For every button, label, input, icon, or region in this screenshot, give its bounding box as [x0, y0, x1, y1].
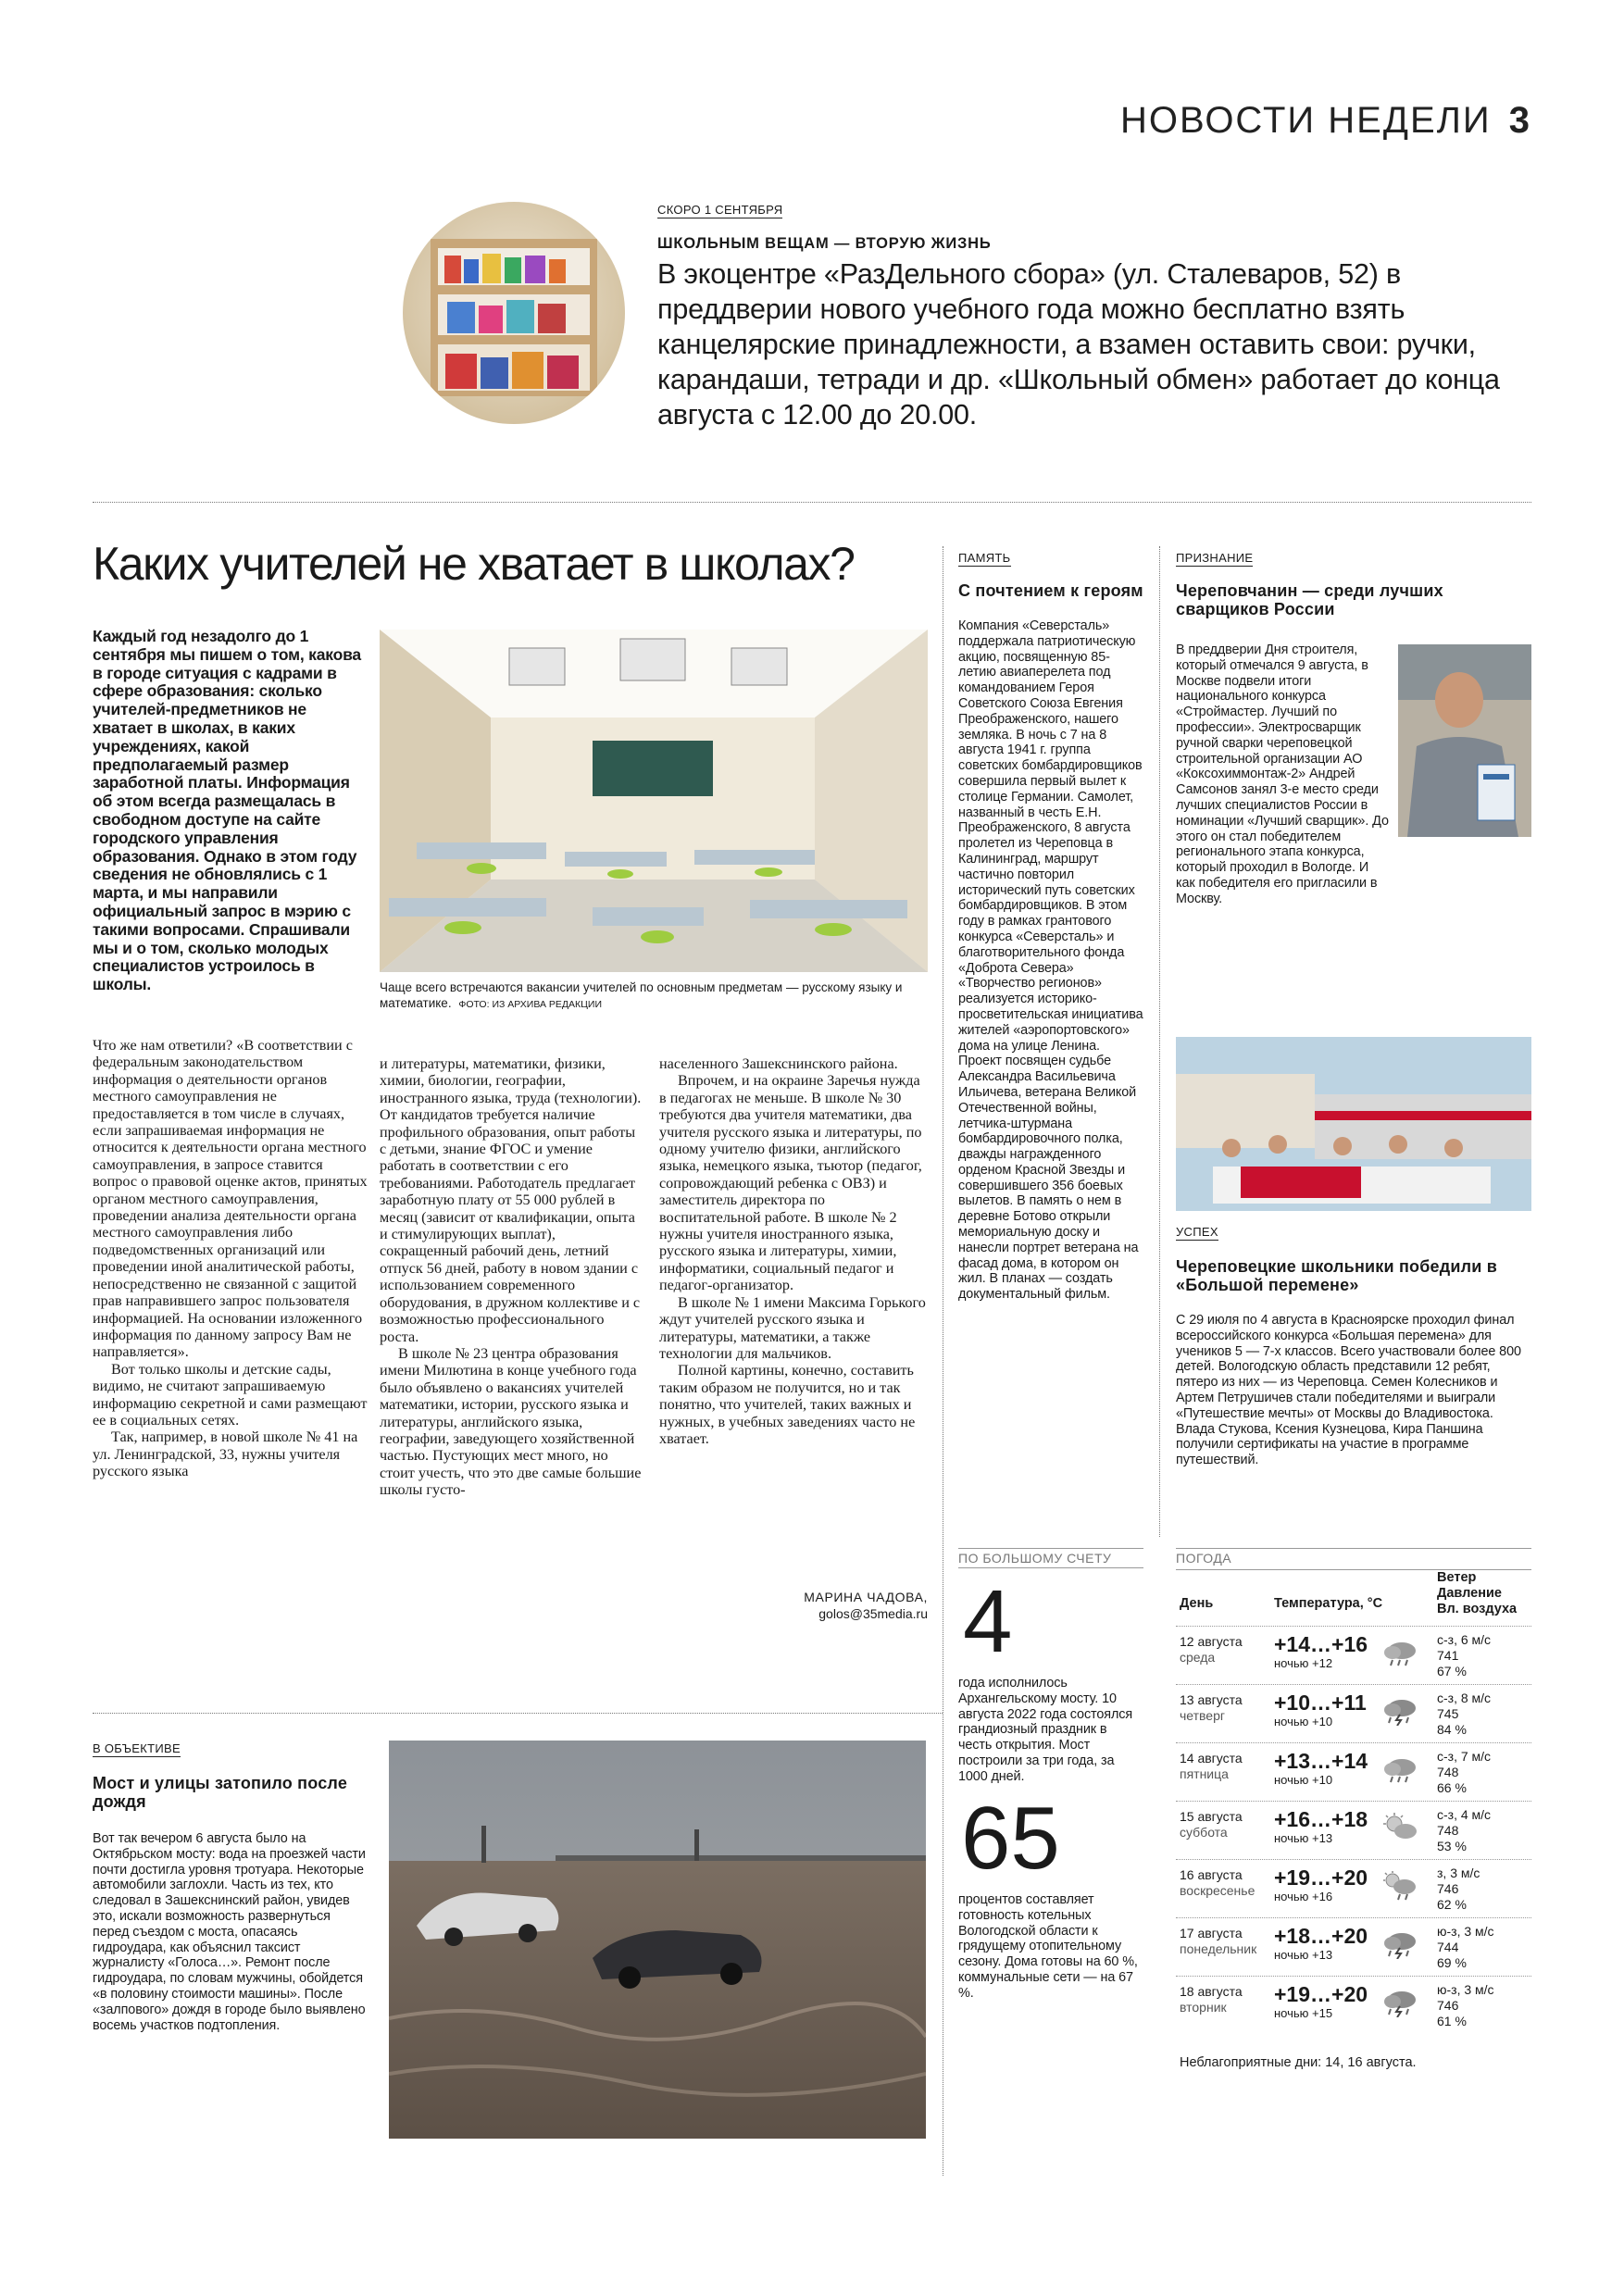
author-email: golos@35media.ru [818, 1606, 928, 1621]
weather-day-temp: +16…+18 [1274, 1807, 1368, 1831]
paragraph: и литературы, математики, физики, химии, биологии, географии, иностранного языка, труда (технологии). От кандидатов требуется наличие профильного образования, опыт работы с детьми, знание ФГОС и умение работать в соответствии с его требованиями. Работодатель предлагает заработную плату от 55 000 рублей в месяц (зависит от квалификации, опыта и стимулирующих выплат), сокращенный рабочий день, летний отпуск 56 дней, работу в новом здании с использованием современного оборудования, в дружном коллективе и с возможностью профессионального роста. [380, 1055, 642, 1345]
weather-date [1180, 1926, 1256, 1957]
weather-row [1176, 1801, 1531, 1857]
weather-humidity: 53 % [1437, 1839, 1467, 1853]
weather-wind: ю-з, 3 м/с [1437, 1982, 1494, 1997]
weather-row [1176, 1917, 1531, 1974]
weather-col-day: День [1180, 1596, 1214, 1611]
objective-text: Вот так вечером 6 августа было на Октябрьском мосту: вода на проезжей части почти достигла уровня тротуара. Некоторые автомобили заглохли. Часть из тех, кто следовал в Зашекснинский район, увидев это, искали возможность развернуться перед съездом с моста, опасаясь гидроудара, как объяснил таксист журналисту «Голоса…». Ремонт после гидроудара, по словам мужчины, обойдется «в половину стоимости машины». После «залпового» дождя в городе было выявлено восемь участков подтопления. [93, 1831, 366, 2033]
weather-weekday: пятница [1180, 1766, 1229, 1781]
main-article-col3 [659, 1055, 928, 1447]
col-humidity: Вл. воздуха [1437, 1602, 1518, 1616]
weather-date-value: 16 августа [1180, 1867, 1243, 1882]
weather-night-temp: ночью +10 [1274, 1773, 1333, 1787]
paragraph: Впрочем, и на окраине Заречья нужда в педагогах не меньше. В школе № 30 требуются два учителя математики, два учителя русского языка и литературы, по одному учителю физики, английского языка, немецкого языка, тьютор (педагог, сопровождающий ребенка с ОВЗ) и заместитель директора по воспитательной работе. В школе № 2 нужны учителя иностранного языка, русского языка и литературы, химии, информатики, социальный педагог и педагог-организатор. [659, 1072, 922, 1294]
weather-pressure: 746 [1437, 1998, 1459, 2013]
memory-text: Компания «Северсталь» поддержала патриотическую акцию, посвященную 85-летию авиаперелета под командованием Героя Советского Союза Евгения Преображенского, нашего земляка. В ночь с 7 на 8 августа 1941 г. группа советских бомбардировщиков совершила первый вылет к столице Германии. Самолет, названный в честь Е.Н. Преображенского, 8 августа пролетел из Череповца в Калининград, маршрут частично повторил исторический путь советских бомбардировщиков. В этом году в рамках грантового конкурса «Северсталь» и благотворительного фонда «Доброта Севера» «Творчество регионов» реализуется историко-просветительская инициатива жителей «аэропортовского» дома на улице Ленина. Проект посвящен судьбе Александра Васильевича Ильичева, ветерана Великой Отечественной войны, летчика-штурмана бомбардировочного полка, дважды награжденного орденом Красной Звезды и совершившего 356 боевых вылетов. В память о нем в деревне Ботово открыли мемориальную доску и нанесли портрет ветерана на фасад дома, в котором он жил. В планах — создать документальный фильм. [958, 618, 1143, 1303]
objective-story [93, 1741, 370, 2033]
weather-meta [1437, 1807, 1491, 1854]
main-article-title: Каких учителей не хватает в школах? [93, 538, 855, 590]
memory-story [958, 550, 1143, 1303]
classroom-photo [380, 630, 928, 972]
paragraph: Полной картины, конечно, составить таким образом не получится, но и так понятно, что учителей, таких важных и нужных, в учебных заведениях часто не хватает. [659, 1362, 916, 1447]
classroom-caption [380, 980, 928, 1013]
weather-date [1180, 1692, 1243, 1724]
weather-row [1176, 1976, 1531, 2032]
memory-rubric: ПАМЯТЬ [958, 551, 1011, 565]
weather-day-temp: +18…+20 [1274, 1924, 1368, 1948]
welder-photo [1398, 644, 1531, 837]
divider-col-right [1159, 546, 1160, 1537]
weather-wind: з, 3 м/с [1437, 1866, 1480, 1880]
weather-meta [1437, 1749, 1491, 1796]
cloud-rain-icon [1381, 1754, 1418, 1784]
weather-pressure: 746 [1437, 1881, 1459, 1896]
paragraph: Что же нам ответили? «В соответствии с федеральным законодательством информация о деятельности органов местного самоуправления не предоставляется в том числе в случаях, если запрашиваемая информация не относится к деятельности органа местного самоуправления, в запросе ставится вопрос о правовой оценке актов, принятых органом местного самоуправления, проведении анализа деятельности органа местного самоуправления либо подведомственных организаций или проведении иной аналитической работы, непосредственно не связанной с защитой прав направившего запрос пользователя информацией. На основании изложенного информация по данному запросу Вам не направляется». [93, 1037, 368, 1361]
weather-pressure: 744 [1437, 1940, 1459, 1954]
weather-pressure: 748 [1437, 1823, 1459, 1838]
weather-date-value: 13 августа [1180, 1692, 1243, 1707]
weather-weekday: суббота [1180, 1825, 1228, 1840]
weather-weekday: среда [1180, 1650, 1216, 1665]
success-text: С 29 июля по 4 августа в Красноярске проходил финал всероссийского конкурса «Большая перемена» для учеников 5 — 7-х классов. Всего участвовали более 800 детей. Вологодскую область представили 12 ребят, пятеро из них — из Череповца. Семен Колесников и Артем Петрушичев стали победителями и выиграли «Путешествие мечты» от Москвы до Владивостока. Влада Стукова, Ксения Кузнецова, Кира Паншина получили сертификаты на участие в программе путешествий. [1176, 1313, 1521, 1468]
top-story-text: В экоцентре «РазДельного сбора» (ул. Сталеваров, 52) в преддверии нового учебного года можно бесплатно взять канцелярские принадлежности, а взамен оставить свои: ручки, карандаши, тетради и др. «Школьный обмен» работает до конца августа с 12.00 до 20.00. [657, 258, 1500, 430]
weather-row [1176, 1742, 1531, 1799]
by-count-rubric: ПО БОЛЬШОМУ СЧЕТУ [958, 1551, 1112, 1566]
weather-pressure: 748 [1437, 1765, 1459, 1779]
weather-meta [1437, 1691, 1491, 1738]
fact1-number: 4 [963, 1572, 1013, 1671]
weather-pressure: 741 [1437, 1648, 1459, 1663]
weather-meta [1437, 1632, 1491, 1679]
author-name: МАРИНА ЧАДОВА, [804, 1590, 928, 1604]
weather-row [1176, 1626, 1531, 1682]
success-headline: Череповецкие школьники победили в «Большой перемене» [1176, 1257, 1498, 1294]
weather-day-temp: +19…+20 [1274, 1866, 1368, 1890]
weather-night-temp: ночью +13 [1274, 1948, 1333, 1962]
objective-headline: Мост и улицы затопило после дождя [93, 1774, 348, 1811]
weather-wind: ю-з, 3 м/с [1437, 1924, 1494, 1939]
weather-date [1180, 1634, 1243, 1666]
by-count-rubric-bar [958, 1548, 1143, 1568]
recognition-text: В преддверии Дня строителя, который отмечался 9 августа, в Москве подвели итоги национального конкурса «Строймастер. Лучший по профессии». Электросварщик ручной сварки череповецкой строительной организации АО «Коксохиммонтаж-2» Андрей Самсонов занял 3-е место среди лучших специалистов России в номинации «Лучший сварщик». До этого он стал победителем регионального этапа конкурса, который проходил в Вологде. И как победителя его пригласили в Москву. [1176, 643, 1389, 906]
weather-humidity: 84 % [1437, 1722, 1467, 1737]
weather-pressure: 745 [1437, 1706, 1459, 1721]
top-story [657, 202, 1518, 432]
recognition-story [1176, 550, 1531, 618]
weather-date-value: 12 августа [1180, 1634, 1243, 1649]
cloud-storm-icon [1381, 1929, 1418, 1959]
fact1-text: года исполнилось Архангельскому мосту. 10 августа 2022 года состоялся грандиозный праздник в честь открытия. Мост построили за три года, за 1000 дней. [958, 1676, 1133, 1784]
weather-rows [1176, 1626, 1531, 2033]
paragraph: населенного Зашекснинского района. [659, 1055, 898, 1072]
weather-meta [1437, 1866, 1480, 1913]
weather-day-temp: +10…+11 [1274, 1691, 1367, 1715]
weather-wind: с-з, 6 м/с [1437, 1632, 1492, 1647]
fact2-number: 65 [961, 1789, 1060, 1888]
memory-headline: С почтением к героям [958, 581, 1143, 600]
main-article-col1 [93, 1037, 369, 1480]
weather-night-temp: ночью +12 [1274, 1656, 1333, 1670]
main-article-col2 [380, 1055, 644, 1499]
objective-rubric: В ОБЪЕКТИВЕ [93, 1741, 181, 1755]
weather-humidity: 66 % [1437, 1780, 1467, 1795]
weather-rubric: ПОГОДА [1176, 1551, 1232, 1566]
caption-text: Чаще всего встречаются вакансии учителей по основным предметам — русскому языку и математике. [380, 980, 903, 1010]
fact2-text: процентов составляет готовность котельных Вологодской области к грядущему отопительному сезону. Дома готовы на 60 %, коммунальные сети — на 67 %. [958, 1892, 1138, 2001]
weather-night-temp: ночью +15 [1274, 2006, 1333, 2020]
cloud-rain-icon [1381, 1638, 1418, 1667]
weather-col-meta [1437, 1570, 1517, 1617]
weather-date-value: 14 августа [1180, 1751, 1243, 1766]
weather-wind: с-з, 8 м/с [1437, 1691, 1492, 1705]
weather-wind: с-з, 7 м/с [1437, 1749, 1492, 1764]
col-pressure: Давление [1437, 1586, 1502, 1601]
weather-footer: Неблагоприятные дни: 14, 16 августа. [1180, 2055, 1417, 2070]
main-article-lead: Каждый год незадолго до 1 сентября мы пишем о том, какова в городе ситуация с кадрами в сфере образования: сколько учителей-предметников не хватает в школах, в каких учреждениях, какой предполагаемый размер заработной платы. Информация об этом всегда размещалась в свободном доступе на сайте городского управления образования. Однако в этом году сведения не обновлялись с 1 марта, и мы направили официальный запрос в мэрию с такими вопросами. Спрашивали мы и о том, сколько молодых специалистов устроилось в школы. [93, 627, 361, 994]
weather-date [1180, 1867, 1255, 1899]
weather-humidity: 62 % [1437, 1897, 1467, 1912]
weather-date [1180, 1809, 1243, 1841]
top-story-rubric: СКОРО 1 СЕНТЯБРЯ [657, 203, 783, 217]
cloud-storm-icon [1381, 1696, 1418, 1726]
weather-weekday: понедельник [1180, 1941, 1257, 1956]
author-block [659, 1589, 928, 1622]
section-title: НОВОСТИ НЕДЕЛИ [1119, 100, 1492, 141]
sun-cloud-rain-icon [1381, 1871, 1418, 1901]
weather-date [1180, 1751, 1243, 1782]
divider-bottom [93, 1713, 943, 1714]
success-story [1176, 1224, 1531, 1468]
weather-day-temp: +19…+20 [1274, 1982, 1368, 2006]
weather-wind: с-з, 4 м/с [1437, 1807, 1492, 1822]
weather-humidity: 61 % [1437, 2014, 1467, 2028]
success-rubric: УСПЕХ [1176, 1225, 1218, 1239]
weather-night-temp: ночью +16 [1274, 1890, 1333, 1903]
page-header [1120, 100, 1531, 142]
divider-top [93, 502, 1531, 503]
weather-meta [1437, 1924, 1494, 1971]
schoolchildren-photo [1176, 1037, 1531, 1211]
cloud-storm-icon [1381, 1988, 1418, 2017]
weather-night-temp: ночью +13 [1274, 1831, 1333, 1845]
paragraph: Вот только школы и детские сады, видимо, не считают запрашиваемую информацию секретной и сами размещают ее в социальных сетях. [93, 1360, 368, 1429]
weather-rubric-bar [1176, 1548, 1531, 1570]
weather-humidity: 67 % [1437, 1664, 1467, 1678]
recognition-rubric: ПРИЗНАНИЕ [1176, 551, 1254, 565]
weather-weekday: четверг [1180, 1708, 1225, 1723]
weather-weekday: вторник [1180, 2000, 1227, 2015]
recognition-headline: Череповчанин — среди лучших сварщиков России [1176, 581, 1443, 618]
caption-credit: ФОТО: ИЗ АРХИВА РЕДАКЦИИ [458, 999, 603, 1010]
flooded-bridge-photo [389, 1741, 926, 2139]
weather-row [1176, 1859, 1531, 1915]
sun-cloud-icon [1381, 1813, 1418, 1842]
top-story-headline: ШКОЛЬНЫМ ВЕЩАМ — ВТОРУЮ ЖИЗНЬ [657, 235, 992, 252]
weather-day-temp: +14…+16 [1274, 1632, 1368, 1656]
paragraph: В школе № 1 имени Максима Горького ждут учителей русского языка и литературы, математики, а также технологии для мальчиков. [659, 1293, 926, 1362]
weather-humidity: 69 % [1437, 1955, 1467, 1970]
weather-row [1176, 1684, 1531, 1741]
page-number: 3 [1508, 100, 1531, 141]
weather-weekday: воскресенье [1180, 1883, 1255, 1898]
col-wind: Ветер [1437, 1570, 1477, 1585]
weather-widget [1176, 1548, 1531, 2094]
paragraph: В школе № 23 центра образования имени Милютина в конце учебного года было объявлено о вакансиях учителей математики, истории, русского языка и литературы, английского языка, географии, заведующего хозяйственной частью. Пустующих мест много, но стоит учесть, что это две самые большие школы густо- [380, 1344, 642, 1499]
weather-date [1180, 1984, 1243, 2015]
weather-night-temp: ночью +10 [1274, 1715, 1333, 1728]
weather-date-value: 18 августа [1180, 1984, 1243, 1999]
weather-date-value: 17 августа [1180, 1926, 1243, 1940]
weather-day-temp: +13…+14 [1274, 1749, 1368, 1773]
weather-meta [1437, 1982, 1494, 2029]
paragraph: Так, например, в новой школе № 41 на ул. Ленинградской, 33, нужны учителя русского языка [93, 1429, 358, 1480]
weather-col-temp: Температура, °С [1274, 1596, 1383, 1611]
school-shelves-photo [403, 202, 625, 424]
weather-date-value: 15 августа [1180, 1809, 1243, 1824]
